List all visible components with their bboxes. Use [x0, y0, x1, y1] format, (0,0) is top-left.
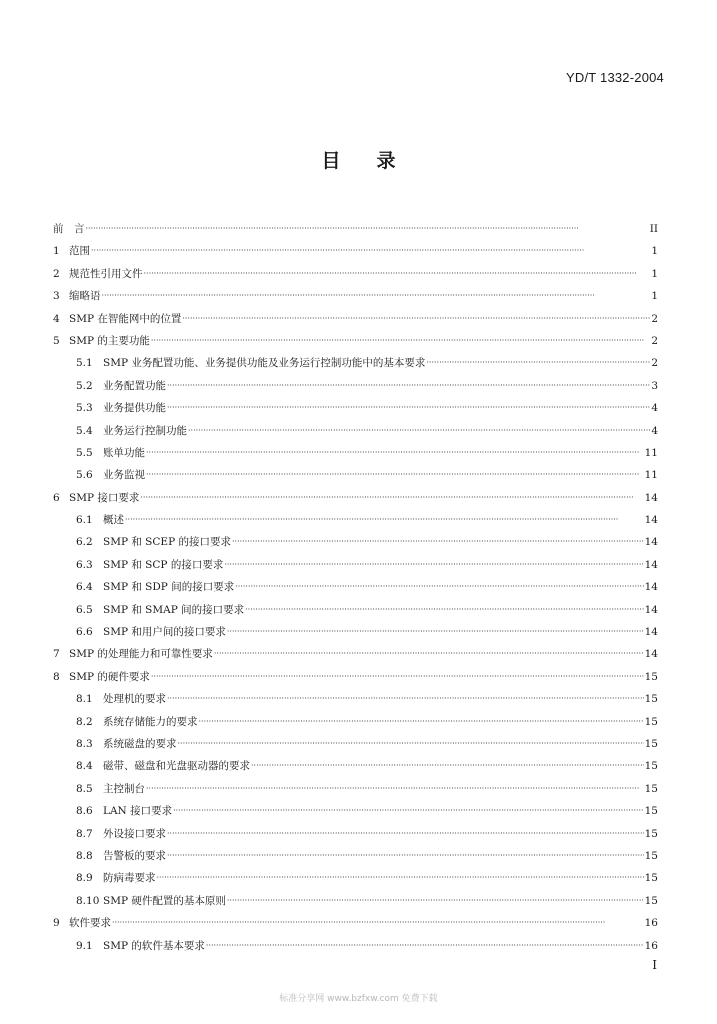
toc-entry-number: 4 [53, 312, 60, 325]
toc-entry-page: 14 [644, 626, 658, 639]
toc-entry-label: 主控制台 [103, 782, 145, 795]
toc-entry-number: 5.5 [76, 446, 93, 459]
toc-entry-number: 8 [53, 670, 60, 683]
standard-code: YD/T 1332-2004 [566, 70, 664, 85]
watermark: 标准分享网 www.bzfxw.com 免费下载 [279, 994, 438, 1004]
toc-dot-leader [245, 603, 644, 615]
toc-entry[interactable] [53, 602, 658, 624]
toc-entry-number: 2 [53, 267, 60, 280]
toc-dot-leader [173, 804, 644, 816]
toc-entry-label: 缩略语 [69, 290, 101, 303]
toc-dot-leader [102, 289, 651, 301]
toc-entry-label: SMP 的主要功能 [69, 334, 150, 347]
toc-dot-leader [251, 759, 644, 771]
toc-entry-number: 6.3 [76, 558, 93, 571]
toc-dot-leader [91, 244, 650, 256]
toc-entry-number: 8.8 [76, 849, 93, 862]
toc-entry-page: 14 [644, 648, 658, 661]
toc-entry[interactable] [53, 445, 658, 467]
toc-entry-page: 15 [644, 872, 658, 885]
toc-dot-leader [426, 356, 650, 368]
toc-entry-label: SMP 和 SMAP 间的接口要求 [103, 603, 245, 616]
toc-dot-leader [86, 222, 649, 234]
toc-entry-label: SMP 和 SCP 的接口要求 [103, 558, 224, 571]
toc-entry[interactable] [53, 781, 658, 803]
toc-entry-label: 外设接口要求 [103, 827, 166, 840]
toc-entry-number: 3 [53, 290, 60, 303]
toc-dot-leader [144, 267, 651, 279]
toc-entry-page: 15 [644, 894, 658, 907]
toc-entry-number: 6.2 [76, 536, 93, 549]
toc-entry-page: 11 [644, 446, 658, 459]
page-number: I [652, 958, 657, 972]
toc-entry[interactable] [53, 221, 658, 243]
toc-entry-label: SMP 硬件配置的基本原则 [103, 894, 226, 907]
toc-entry[interactable] [53, 736, 658, 758]
toc-entry[interactable] [53, 870, 658, 892]
toc-entry-label: 磁带、磁盘和光盘驱动器的要求 [103, 760, 250, 773]
toc-entry-label: 规范性引用文件 [69, 267, 143, 280]
toc-dot-leader [235, 580, 643, 592]
toc-entry-page: 14 [644, 603, 658, 616]
toc-entry-page: 14 [644, 581, 658, 594]
toc-entry-label: 业务运行控制功能 [103, 424, 187, 437]
toc-entry-label: SMP 的硬件要求 [69, 670, 150, 683]
toc-entry-page: 4 [651, 402, 658, 415]
toc-entry[interactable] [53, 669, 658, 691]
toc-entry[interactable] [53, 893, 658, 915]
toc-dot-leader [167, 849, 644, 861]
toc-entry-page: 1 [651, 290, 658, 303]
toc-entry-number: 5.2 [76, 379, 93, 392]
toc-entry-page: 15 [644, 715, 658, 728]
toc-entry[interactable] [53, 490, 658, 512]
toc-entry[interactable] [53, 557, 658, 579]
toc-entry[interactable] [53, 826, 658, 848]
toc-entry-label: 概述 [103, 514, 124, 527]
toc-entry-number: 6.6 [76, 626, 93, 639]
toc-entry-label: 范围 [69, 245, 90, 258]
toc-entry-number: 5.1 [76, 357, 93, 370]
toc-dot-leader [227, 894, 644, 906]
toc-dot-leader [151, 670, 644, 682]
toc-entry-number: 8.1 [76, 693, 93, 706]
toc-entry-label: 防病毒要求 [103, 872, 156, 885]
toc-entry-label: 软件要求 [69, 917, 111, 930]
toc-entry[interactable] [53, 400, 658, 422]
toc-entry-label: SMP 接口要求 [69, 491, 140, 504]
toc-entry[interactable] [53, 423, 658, 445]
toc-entry-page: 14 [644, 491, 658, 504]
toc-entry-label: SMP 和用户间的接口要求 [103, 626, 226, 639]
toc-entry-page: 1 [651, 267, 658, 280]
toc-entry-page: 14 [644, 536, 658, 549]
toc-entry[interactable] [53, 333, 658, 355]
toc-entry[interactable] [53, 646, 658, 668]
toc-dot-leader [167, 401, 650, 413]
toc-dot-leader [146, 782, 644, 794]
page-title: 目录 [321, 150, 432, 172]
toc-entry-page: 16 [644, 939, 658, 952]
toc-entry-page: 15 [644, 760, 658, 773]
toc-entry-number: 5.6 [76, 469, 93, 482]
toc-entry-label: SMP 在智能网中的位置 [69, 312, 182, 325]
toc-entry-number: 5.3 [76, 402, 93, 415]
toc-entry[interactable] [53, 378, 658, 400]
toc-entry-label: SMP 的软件基本要求 [103, 939, 205, 952]
toc-entry-label: 系统存储能力的要求 [103, 715, 198, 728]
toc-entry-page: 2 [651, 357, 658, 370]
toc-entry-page: 2 [651, 312, 658, 325]
toc-entry-label: SMP 和 SDP 间的接口要求 [103, 581, 235, 594]
toc-entry-page: 2 [651, 334, 658, 347]
toc-entry[interactable] [53, 243, 658, 265]
toc-entry-page: 15 [644, 782, 658, 795]
toc-entry-label: SMP 的处理能力和可靠性要求 [69, 648, 213, 661]
toc-entry[interactable] [53, 915, 658, 937]
toc-entry[interactable] [53, 288, 658, 310]
toc-dot-leader [140, 491, 643, 503]
toc-entry[interactable] [53, 266, 658, 288]
toc-entry[interactable] [53, 758, 658, 780]
toc-entry-page: 15 [644, 849, 658, 862]
toc-entry-number: 8.9 [76, 872, 93, 885]
toc-entry-page: II [649, 223, 658, 235]
toc-dot-leader [227, 625, 644, 637]
toc-dot-leader [157, 871, 644, 883]
toc-dot-leader [182, 312, 650, 324]
toc-entry-number: 1 [53, 245, 60, 258]
toc-entry-number: 8.7 [76, 827, 93, 840]
toc-entry-number: 9 [53, 917, 60, 930]
toc-entry[interactable] [53, 579, 658, 601]
toc-entry-label: 账单功能 [103, 446, 145, 459]
toc-dot-leader [206, 939, 644, 951]
toc-entry[interactable] [53, 512, 658, 534]
toc-dot-leader [125, 513, 644, 525]
toc-dot-leader [188, 424, 650, 436]
toc-entry-page: 14 [644, 514, 658, 527]
toc-entry-page: 14 [644, 558, 658, 571]
toc-entry-page: 11 [644, 469, 658, 482]
toc-entry[interactable] [53, 691, 658, 713]
toc-entry-number: 8.5 [76, 782, 93, 795]
toc-dot-leader [112, 916, 644, 928]
toc-entry-number: 6 [53, 491, 60, 504]
toc-entry-number: 6.5 [76, 603, 93, 616]
toc-entry-label: SMP 和 SCEP 的接口要求 [103, 536, 231, 549]
toc-dot-leader [224, 558, 643, 570]
toc-entry[interactable] [53, 848, 658, 870]
toc-dot-leader [167, 827, 644, 839]
toc-dot-leader [167, 379, 650, 391]
toc-entry-page: 4 [651, 424, 658, 437]
toc-dot-leader [199, 715, 644, 727]
toc-entry[interactable] [53, 467, 658, 489]
toc-entry-number: 5 [53, 334, 60, 347]
toc-dot-leader [214, 647, 644, 659]
toc-entry[interactable] [53, 624, 658, 646]
toc-entry-page: 15 [644, 805, 658, 818]
toc-dot-leader [178, 737, 644, 749]
toc-dot-leader [151, 334, 650, 346]
toc-entry-page: 3 [651, 379, 658, 392]
toc-entry-label: 业务提供功能 [103, 402, 166, 415]
toc-entry-number: 8.10 [76, 894, 100, 907]
toc-entry-number: 8.2 [76, 715, 93, 728]
toc-entry[interactable] [53, 534, 658, 556]
toc-entry-label: 系统磁盘的要求 [103, 737, 177, 750]
toc-entry[interactable] [53, 714, 658, 736]
toc-entry-number: 6.4 [76, 581, 93, 594]
toc-entry-number: 9.1 [76, 939, 93, 952]
toc-entry-label: SMP 业务配置功能、业务提供功能及业务运行控制功能中的基本要求 [103, 357, 426, 370]
toc-entry-page: 15 [644, 737, 658, 750]
toc-entry-label: 业务配置功能 [103, 379, 166, 392]
toc-entry[interactable] [53, 311, 658, 333]
toc-entry[interactable] [53, 938, 658, 960]
toc-entry[interactable] [53, 803, 658, 825]
table-of-contents [53, 221, 658, 960]
toc-entry-label: 业务监视 [103, 469, 145, 482]
toc-entry-page: 16 [644, 917, 658, 930]
toc-entry-page: 15 [644, 670, 658, 683]
toc-entry-number: 8.4 [76, 760, 93, 773]
toc-entry-number: 6.1 [76, 514, 93, 527]
toc-dot-leader [146, 446, 644, 458]
toc-entry-label: LAN 接口要求 [103, 805, 173, 818]
toc-entry-page: 15 [644, 693, 658, 706]
toc-entry-label: 前 言 [53, 223, 85, 235]
toc-dot-leader [232, 535, 644, 547]
toc-entry-page: 15 [644, 827, 658, 840]
toc-entry[interactable] [53, 355, 658, 377]
toc-dot-leader [146, 468, 644, 480]
toc-entry-number: 7 [53, 648, 60, 661]
toc-entry-label: 告警板的要求 [103, 849, 166, 862]
toc-entry-number: 8.3 [76, 737, 93, 750]
toc-entry-number: 8.6 [76, 805, 93, 818]
toc-entry-number: 5.4 [76, 424, 93, 437]
toc-dot-leader [167, 692, 644, 704]
toc-entry-page: 1 [651, 245, 658, 258]
toc-entry-label: 处理机的要求 [103, 693, 166, 706]
